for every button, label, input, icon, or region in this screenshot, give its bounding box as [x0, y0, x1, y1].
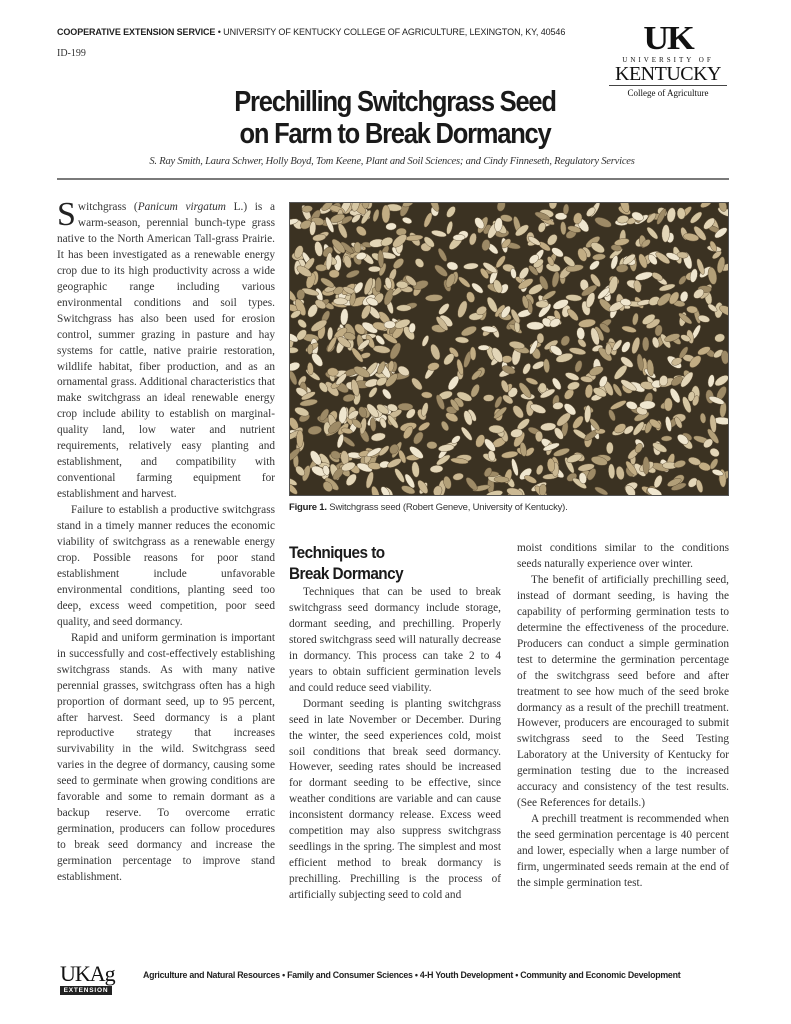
seed-photo-illustration	[290, 203, 728, 495]
header-org-bold: COOPERATIVE EXTENSION SERVICE	[57, 27, 216, 37]
seed-shape	[502, 355, 512, 363]
body-column-1	[57, 196, 275, 886]
section-heading	[289, 542, 403, 584]
seed-shape	[535, 431, 543, 442]
seed-shape	[664, 398, 673, 411]
paragraph-continuation: moist conditions similar to the conditions seeds naturally experience over winter.	[517, 542, 729, 570]
paragraph: Techniques that can be used to break switchgrass seed dormancy include storage, dormant seeding, and prechilling. Properly stored switchgrass seed will naturally decrease in dormancy. This process can take 2 to 4 years to obtain sufficient germination levels and could reduce seed viability.	[289, 586, 501, 694]
header-separator: •	[215, 27, 224, 37]
seed-shape	[536, 301, 549, 308]
figure-label: Figure 1.	[289, 502, 327, 513]
seed-shape	[396, 305, 411, 312]
seed-shape	[368, 266, 380, 272]
uk-logo-kentucky: KENTUCKY	[615, 63, 721, 85]
paragraph: The benefit of artificially prechilling seed, instead of dormant seeding, is having the capability of performing germination tests to determine the effectiveness of the procedure. Producers can conduct a simple germination test to determine the germination percentage of the switchgrass seed before and after treatment to see how much of the seed broke dormancy as a result of the prechill treatment. However, producers are encouraged to submit switchgrass seed to the Seed Testing Laboratory at the University of Kentucky for germination testing due to the increased accuracy and consistency of the test results. (See References for details.)	[517, 573, 729, 810]
uk-college-logo	[603, 20, 733, 106]
paragraph: A prechill treatment is recommended when the seed germination percentage is 40 percent and lower, especially when a large number of firm, ungerminated seeds remain at the end of the simple germination test.	[517, 813, 729, 890]
drop-cap: S	[57, 196, 76, 233]
seed-shape	[297, 430, 304, 448]
ukag-extension-logo	[60, 962, 140, 998]
document-id: ID-199	[57, 48, 86, 59]
title-line-1: Prechilling Switchgrass Seed	[234, 86, 556, 118]
seed-shape	[606, 442, 613, 454]
figure-caption-text: Switchgrass seed (Robert Geneve, University of Kentucky).	[326, 502, 568, 513]
seed-shape	[329, 270, 340, 278]
seed-shape	[605, 343, 611, 355]
scientific-name: Panicum virgatum	[137, 201, 226, 213]
uk-logo-university-of: UNIVERSITY OF	[622, 56, 714, 64]
figure-switchgrass-seed-photo	[289, 202, 729, 496]
ukag-logo-extension: EXTENSION	[60, 986, 112, 995]
ukag-logo-text: UKAg	[60, 961, 115, 986]
seed-shape	[384, 321, 396, 329]
authors-line: S. Ray Smith, Laura Schwer, Holly Boyd, Tom Keene, Plant and Soil Sciences; and Cindy Finneseth, Regulatory Services	[149, 156, 635, 167]
header-org-line	[57, 27, 565, 37]
paragraph: Dormant seeding is planting switchgrass seed in late November or December. During the winter, the seed experiences cold, moist soil conditions that break seed dormancy. However, seeding rates should be increased for dormant seeding to be effective, since weather conditions are variable and can cause inconsistent dormancy release. Excess weed competition may also suppress switchgrass seedlings in the spring. The simplest and most efficient method to break dormancy is prechilling. Prechilling is the process of artificially subjecting seed to cold and	[289, 697, 501, 902]
title-line-2: on Farm to Break Dormancy	[239, 118, 551, 150]
seed-shape	[290, 347, 298, 353]
intro-text-rest: L.) is a warm-season, perennial bunch-type grass native to the North American Tall-grass Prairie. It has been investigated as a renewable energy crop due to its high productivity across a wide geographic range including various environmental conditions and soil types. Switchgrass has also been used for erosion control, summer grazing in pasture and hay systems for cattle, native prairie restoration, wildlife habitat, fiber production, and as an ornamental grass. Additional characteristics that make switchgrass an ideal renewable energy crop include ability to establish on marginal-quality land, low water and nutrient requirements, relatively easy planting and establishment, and compatibility with conventional farming equipment for establishment and harvest.	[57, 201, 275, 501]
page-title	[188, 86, 602, 150]
uk-logo-rule	[609, 85, 727, 86]
body-column-2	[289, 585, 501, 904]
figure-caption	[289, 502, 568, 513]
seed-shape	[382, 205, 390, 223]
uk-logo-college: College of Agriculture	[627, 88, 709, 98]
seed-shape	[642, 337, 649, 351]
header-divider	[57, 178, 729, 180]
seed-shape	[643, 457, 650, 475]
body-column-3	[517, 541, 729, 892]
section-heading-line-2: Break Dormancy	[289, 564, 404, 583]
paragraph: Failure to establish a productive switchgrass stand in a timely manner reduces the economic viability of switchgrass as a renewable energy crop. Possible reasons for poor stand establishment include unfavorable environmental conditions, planting seed too deep, excess weed competition, poor seed quality, and seed dormancy.	[57, 504, 275, 628]
seed-shape	[333, 298, 347, 305]
section-heading-line-1: Techniques to	[289, 543, 385, 562]
seed-shape	[527, 322, 545, 330]
seed-shape	[661, 436, 672, 442]
seed-shape	[478, 345, 489, 351]
intro-text-start: witchgrass (	[77, 201, 138, 213]
header-org-rest: UNIVERSITY OF KENTUCKY COLLEGE OF AGRICULTURE, LEXINGTON, KY, 40546	[223, 27, 566, 37]
paragraph: Rapid and uniform germination is important in successfully and cost-effectively establishing switchgrass stands. As with many native perennial grasses, switchgrass often has a high proportion of dormant seed, up to 95 percent, after harvest. Seed dormancy is a plant reproductive strategy that increases survivability in the wild. Switchgrass seed varies in the degree of dormancy, causing some seed to germinate when growing conditions are favorable and some to remain dormant as a backup reserve. To overcome erratic germination, producers can follow procedures to break seed dormancy and increase the germination percentage to improve stand establishment.	[57, 631, 275, 884]
intro-paragraph	[57, 196, 275, 503]
seed-shape	[470, 347, 477, 361]
uk-logo-mark: UK	[643, 20, 693, 57]
footer-programs: Agriculture and Natural Resources • Family and Consumer Sciences • 4-H Youth Development • Community and Economic Development	[143, 970, 681, 980]
